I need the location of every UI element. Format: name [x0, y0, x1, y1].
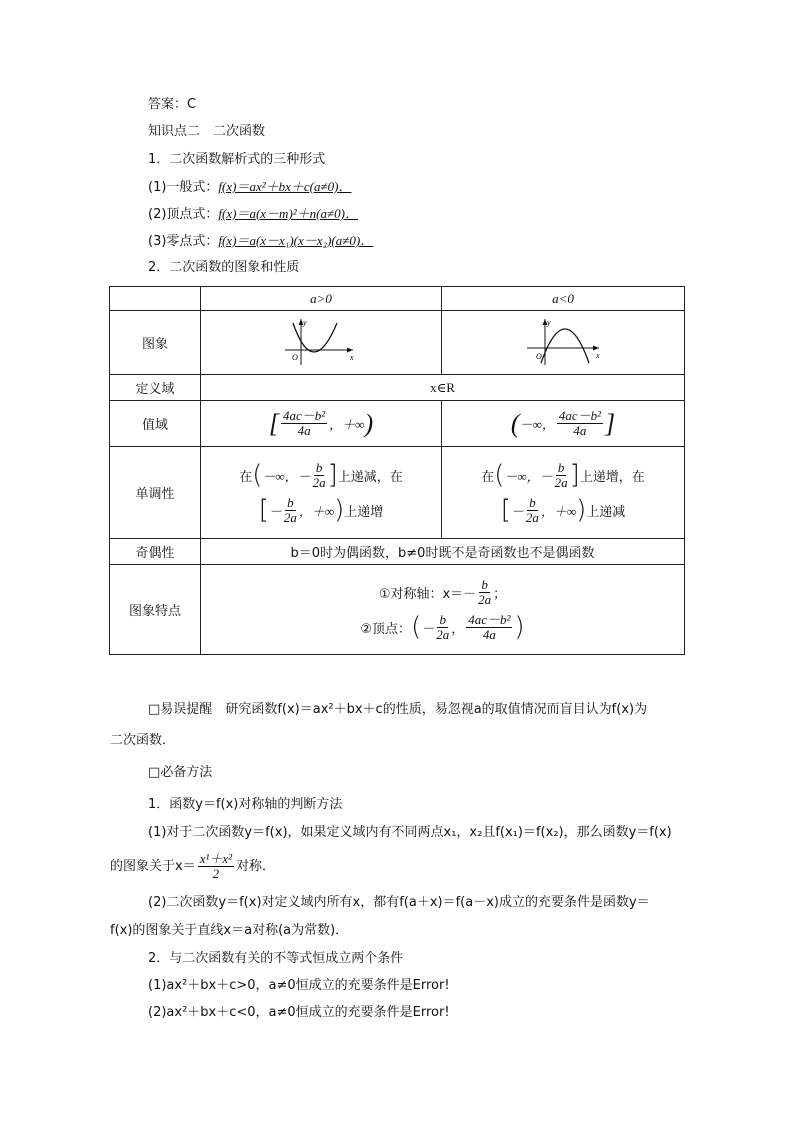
- note-methods: [148, 764, 212, 782]
- mono-pos-frac2-num: b: [287, 494, 294, 510]
- form-vertex-expr: f(x)＝a(x－m)²＋n(a≠0)．: [218, 206, 358, 221]
- domain-value: x∈R: [201, 375, 685, 401]
- feature-axis-label: ①对称轴：x＝－: [378, 586, 477, 602]
- form-general-expr: f(x)＝ax²＋bx＋c(a≠0)．: [218, 179, 352, 194]
- range-negative: ( －∞， $\frac{\text{4ac－b²}}{4a}$ ]: [442, 401, 685, 447]
- method1-p1: (1)对于二次函数y＝f(x)，如果定义域内有不同两点x₁，x₂且f(x₁)＝f(x₂)，那么函数y＝f(x): [148, 825, 672, 840]
- mono-neg-interval-end: ，＋∞: [540, 503, 577, 519]
- table-corner-cell: [110, 287, 201, 311]
- note-marker-1: □: [148, 702, 161, 717]
- mono-pos-increasing-text: 上递增: [344, 504, 384, 520]
- mono-neg-decreasing-text: 上递减: [586, 504, 626, 520]
- note-marker-2: □: [148, 765, 161, 780]
- form-zero: [148, 232, 373, 251]
- graph-down-origin-label: O: [536, 351, 542, 361]
- form-zero-label: (3)零点式：: [148, 234, 219, 249]
- range-pos-numerator: 4ac－b²: [283, 408, 326, 423]
- mono-neg-frac1-den: 2a: [554, 474, 568, 490]
- parity-value: b＝0时为偶函数，b≠0时既不是奇函数也不是偶函数: [201, 539, 685, 565]
- note-marker-1-text: 易误提醒: [160, 702, 213, 717]
- form-vertex: [148, 205, 358, 224]
- range-pos-tail: ，＋∞: [329, 417, 365, 432]
- method1-frac-den: 2: [212, 866, 220, 881]
- mono-pos-decreasing-text: 上递减，在: [337, 469, 403, 485]
- row-label-domain: 定义域: [110, 375, 201, 401]
- note-error-prone: [148, 701, 647, 719]
- row-label-monotonicity: 单调性: [110, 447, 201, 539]
- row-label-features: 图象特点: [110, 565, 201, 655]
- mono-neg-frac1-num: b: [557, 459, 565, 475]
- note-marker-2-text: 必备方法: [160, 765, 213, 780]
- method1-title: 1．函数y＝f(x)对称轴的判断方法: [148, 797, 343, 812]
- feature-vertex-den1: 2a: [436, 626, 450, 642]
- range-neg-head: －∞，: [519, 417, 555, 432]
- form-vertex-label: (2)顶点式：: [148, 207, 219, 222]
- feature-vertex-minus: －: [421, 620, 435, 636]
- section-title: 知识点二 二次函数: [148, 124, 266, 139]
- mono-pos-interval-end: ，＋∞: [298, 503, 335, 519]
- mono-pos-interval-start: －∞，－: [262, 468, 311, 484]
- mono-positive: 在 ( －∞，－ $\frac{b}{2a}$ ] 上递减，在 [ － $\frac{b}{2a}$ ，＋∞ ) 上递增: [201, 447, 442, 539]
- feature-axis-num: b: [481, 576, 488, 592]
- mono-pos-frac2-den: 2a: [283, 509, 297, 525]
- downward-parabola-graph: [523, 315, 603, 367]
- mono-neg-frac2-num: b: [529, 494, 536, 510]
- form-general: [148, 178, 351, 197]
- row-label-range: 值域: [110, 401, 201, 447]
- form-zero-expr: f(x)＝a(x－x₁)(x－x₂)(a≠0)．: [218, 233, 374, 248]
- note-text-1: 研究函数f(x)＝ax²＋bx＋c的性质，易忽视a的取值情况而盲目认为f(x)为: [225, 702, 648, 717]
- properties-table: [109, 286, 685, 655]
- mono-pos-frac1-den: 2a: [312, 474, 326, 490]
- feature-vertex-num1: b: [439, 611, 446, 627]
- method2-p2: (2)ax²＋bx＋c<0，a≠0恒成立的充要条件是Error!: [148, 1005, 450, 1020]
- mono-pos-minus: －: [268, 503, 282, 519]
- row-label-graph: 图象: [110, 311, 201, 375]
- graph-up-y-label: y: [303, 317, 307, 327]
- method1-p1-cont-a: 的图象关于x＝: [110, 858, 196, 874]
- method1-p1-cont: [110, 852, 275, 881]
- answer-line: 答案：C: [148, 97, 197, 112]
- graph-downward-cell: [442, 311, 685, 375]
- mono-neg-in: 在: [481, 469, 495, 485]
- mono-pos-frac1-num: b: [315, 459, 323, 475]
- mono-pos-in: 在: [239, 469, 253, 485]
- method1-p1-cont-b: 对称．: [236, 858, 276, 874]
- row-label-parity: 奇偶性: [110, 539, 201, 565]
- graph-down-y-label: y: [547, 317, 551, 327]
- header-a-negative: a<0: [442, 287, 685, 311]
- heading-forms: 1．二次函数解析式的三种形式: [148, 152, 326, 167]
- method1-p2: (2)二次函数y＝f(x)对定义域内所有x，都有f(a＋x)＝f(a－x)成立的充要条件是函数y＝: [148, 895, 650, 910]
- method1-frac-num: x¹＋x²: [199, 851, 233, 866]
- upward-parabola-graph: [281, 315, 361, 367]
- method2-p1: (1)ax²＋bx＋c>0，a≠0恒成立的充要条件是Error!: [148, 978, 450, 993]
- graph-up-origin-label: O: [292, 352, 298, 362]
- header-a-positive: a>0: [201, 287, 442, 311]
- mono-neg-minus: －: [510, 503, 524, 519]
- method2-title: 2．与二次函数有关的不等式恒成立两个条件: [148, 951, 404, 966]
- mono-neg-frac2-den: 2a: [525, 509, 539, 525]
- feature-vertex-den2: 4a: [482, 626, 496, 642]
- range-neg-denominator: 4a: [573, 423, 587, 438]
- graph-down-x-label: x: [596, 350, 600, 360]
- feature-vertex-label: ②顶点：: [360, 621, 412, 637]
- form-general-label: (1)一般式：: [148, 180, 219, 195]
- feature-vertex-num2: 4ac－b²: [468, 611, 511, 627]
- feature-axis-den: 2a: [478, 591, 492, 607]
- graph-up-x-label: x: [350, 352, 354, 362]
- note-error-prone-cont: 二次函数．: [110, 733, 176, 748]
- method1-p2-cont: f(x)的图象关于直线x＝a对称(a为常数)．: [110, 923, 349, 938]
- graph-upward-cell: [201, 311, 442, 375]
- feature-axis-tail: ；: [493, 586, 507, 602]
- range-neg-numerator: 4ac－b²: [558, 408, 601, 423]
- heading-graph-properties: 2．二次函数的图象和性质: [148, 260, 300, 275]
- mono-negative: 在 ( －∞，－ $\frac{b}{2a}$ ] 上递增，在 [ － $\frac{b}{2a}$ ，＋∞ ) 上递减: [442, 447, 685, 539]
- range-pos-denominator: 4a: [297, 423, 311, 438]
- features-cell: ①对称轴：x＝－ $\frac{b}{2a}$ ； ②顶点： ( － $\frac{b}{2a}$ ， $\frac{\text{4ac－b²}}{4a}$ ): [201, 565, 685, 655]
- mono-neg-interval-start: －∞，－: [504, 468, 553, 484]
- range-positive: [ $\frac{\text{4ac－b²}}{4a}$ ，＋∞ ): [201, 401, 442, 447]
- mono-neg-increasing-text: 上递增，在: [579, 469, 645, 485]
